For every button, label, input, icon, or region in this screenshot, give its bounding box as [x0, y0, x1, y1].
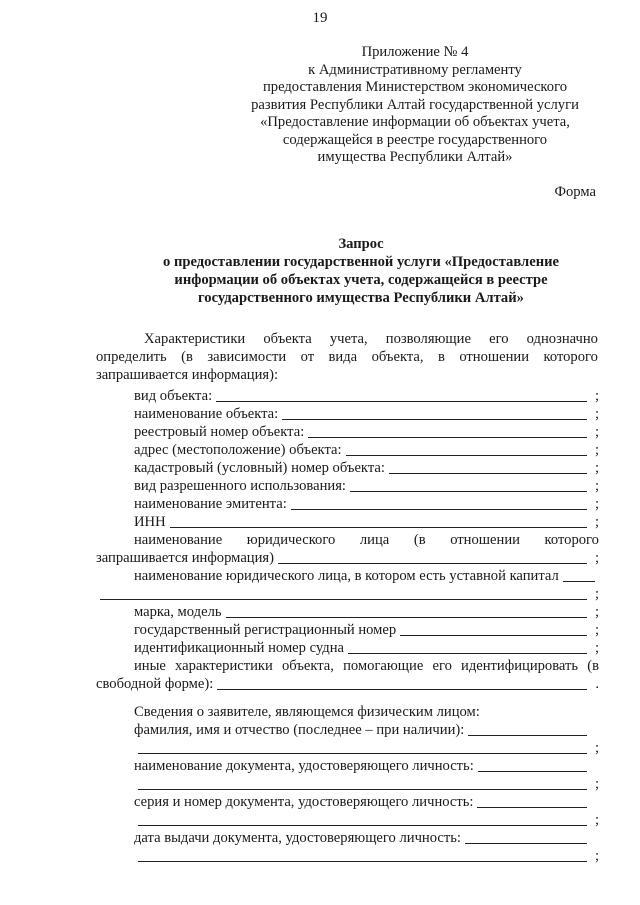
appendix-line: имущества Республики Алтай»	[317, 149, 513, 165]
fill-line[interactable]	[563, 580, 595, 582]
word: отношении	[459, 349, 530, 365]
field-label: запрашивается информация)	[96, 550, 274, 566]
semicolon: ;	[594, 776, 599, 792]
fill-line[interactable]	[478, 770, 587, 772]
semicolon: ;	[594, 640, 599, 656]
semicolon: ;	[594, 406, 599, 422]
word: однозначно	[526, 331, 598, 347]
field-marka	[134, 603, 599, 621]
fill-line[interactable]	[138, 752, 587, 754]
field-inye-line1	[134, 657, 599, 675]
field-gos-reg	[134, 621, 599, 639]
field-label: ИНН	[134, 514, 166, 530]
word: объекта	[263, 331, 312, 347]
word: от	[300, 349, 315, 365]
field-label: государственный регистрационный номер	[134, 622, 397, 638]
fill-line[interactable]	[477, 806, 587, 808]
semicolon: ;	[594, 514, 599, 530]
fill-line[interactable]	[216, 400, 587, 402]
fill-line[interactable]	[226, 616, 587, 618]
title-line: Запрос	[338, 236, 384, 252]
field-vid-razresh	[134, 477, 599, 495]
fill-line[interactable]	[100, 598, 587, 600]
field-label: вид объекта:	[134, 388, 213, 404]
intro-line-2	[96, 348, 598, 366]
applicant-heading	[134, 703, 599, 721]
appendix-line: Приложение № 4	[361, 44, 469, 60]
word: наименование	[134, 532, 223, 548]
fill-line[interactable]	[138, 824, 587, 826]
field-label: вид разрешенного использования:	[134, 478, 346, 494]
field-kadastr	[134, 459, 599, 477]
field-doc-date-cont	[134, 847, 599, 865]
fill-line[interactable]	[348, 652, 587, 654]
fill-line[interactable]	[170, 526, 587, 528]
field-label: наименование документа, удостоверяющего личность:	[134, 758, 474, 774]
fill-line[interactable]	[389, 472, 587, 474]
fill-line[interactable]	[282, 418, 587, 420]
word: которого	[543, 349, 598, 365]
fill-line[interactable]	[138, 788, 587, 790]
word: его	[432, 658, 452, 674]
semicolon: ;	[594, 812, 599, 828]
intro-line-1	[96, 330, 598, 348]
section-heading: Сведения о заявителе, являющемся физическим лицом:	[134, 704, 480, 720]
period: .	[595, 676, 599, 692]
title-line: информации об объектах учета, содержащейся в реестре	[174, 272, 548, 288]
field-label: дата выдачи документа, удостоверяющего личность:	[134, 830, 461, 846]
word: объекта,	[371, 349, 424, 365]
field-reestr-nomer	[134, 423, 599, 441]
word: его	[489, 331, 509, 347]
field-label: кадастровый (условный) номер объекта:	[134, 460, 385, 476]
fill-line[interactable]	[350, 490, 587, 492]
field-doc-date	[134, 829, 599, 847]
word: иные	[134, 658, 166, 674]
fill-line[interactable]	[468, 734, 587, 736]
field-doc-series	[134, 793, 599, 811]
field-adres	[134, 441, 599, 459]
semicolon: ;	[594, 740, 599, 756]
word: юридического	[246, 532, 336, 548]
word: позволяющие	[385, 331, 471, 347]
field-sudno	[134, 639, 599, 657]
semicolon: ;	[594, 622, 599, 638]
field-ustavnoy	[134, 567, 599, 585]
fill-line[interactable]	[465, 842, 587, 844]
field-label: идентификационный номер судна	[134, 640, 344, 656]
field-naimenovanie	[134, 405, 599, 423]
field-label: фамилия, имя и отчество (последнее – при наличии):	[134, 722, 465, 738]
appendix-line: развития Республики Алтай государственной услуги	[251, 96, 579, 113]
fill-line[interactable]	[217, 688, 587, 690]
word: помогающие	[343, 658, 424, 674]
word: отношении	[450, 532, 520, 548]
field-emitent	[134, 495, 599, 513]
field-fio-cont	[134, 739, 599, 757]
appendix-line: к Административному регламенту	[308, 61, 522, 78]
semicolon: ;	[594, 604, 599, 620]
fill-line[interactable]	[278, 562, 587, 564]
word: в	[437, 349, 445, 365]
title-line: государственного имущества Республики Алтай»	[198, 290, 524, 306]
field-vid	[134, 387, 599, 405]
semicolon: ;	[594, 424, 599, 440]
word: определить	[96, 349, 167, 365]
semicolon: ;	[594, 442, 599, 458]
word: идентифицировать	[461, 658, 579, 674]
field-label: марка, модель	[134, 604, 222, 620]
semicolon: ;	[594, 496, 599, 512]
appendix-line: предоставления Министерством экономического	[262, 79, 568, 95]
semicolon: ;	[594, 388, 599, 404]
field-label: реестровый номер объекта:	[134, 424, 305, 440]
field-yurlico-line1	[134, 531, 599, 549]
appendix-header	[230, 44, 600, 167]
field-ustavnoy-cont	[96, 585, 599, 603]
word: Характеристики	[144, 331, 246, 347]
appendix-line: содержащейся в реестре государственного	[282, 131, 548, 148]
semicolon: ;	[594, 586, 599, 602]
page-number: 19	[312, 10, 328, 26]
semicolon: ;	[594, 550, 599, 566]
field-inn	[134, 513, 599, 531]
appendix-line: «Предоставление информации об объектах учета,	[260, 114, 570, 130]
fill-line[interactable]	[400, 634, 587, 636]
fill-line[interactable]	[138, 860, 587, 862]
intro-line-3: запрашивается информация):	[96, 367, 279, 383]
word: (в	[181, 349, 193, 365]
title-line: о предоставлении государственной услуги «Предоставление	[163, 254, 559, 270]
field-label: наименование эмитента:	[134, 496, 287, 512]
semicolon: ;	[594, 848, 599, 864]
field-doc-name	[134, 757, 599, 775]
field-doc-series-cont	[134, 811, 599, 829]
field-yurlico-line2	[96, 549, 599, 567]
word: объекта,	[281, 658, 334, 674]
word: вида	[328, 349, 358, 365]
field-label: свободной форме):	[96, 676, 214, 692]
field-label: серия и номер документа, удостоверяющего личность:	[134, 794, 474, 810]
intro-paragraph	[96, 330, 598, 384]
form-label: Форма	[554, 184, 596, 200]
word: (в	[587, 658, 599, 674]
word: характеристики	[175, 658, 273, 674]
fill-line[interactable]	[346, 454, 587, 456]
semicolon: ;	[594, 478, 599, 494]
field-doc-name-cont	[134, 775, 599, 793]
fill-line[interactable]	[291, 508, 587, 510]
word: учета,	[329, 331, 368, 347]
word: зависимости	[207, 349, 287, 365]
field-label: наименование объекта:	[134, 406, 279, 422]
field-inye-line2	[96, 675, 599, 693]
word: (в	[413, 532, 426, 548]
semicolon: ;	[594, 460, 599, 476]
fill-line[interactable]	[308, 436, 587, 438]
field-label: наименование юридического лица, в котором есть уставной капитал	[134, 568, 559, 584]
word: которого	[544, 532, 599, 548]
field-label: адрес (местоположение) объекта:	[134, 442, 342, 458]
document-title	[96, 235, 626, 307]
field-fio	[134, 721, 599, 739]
word: лица	[359, 532, 390, 548]
